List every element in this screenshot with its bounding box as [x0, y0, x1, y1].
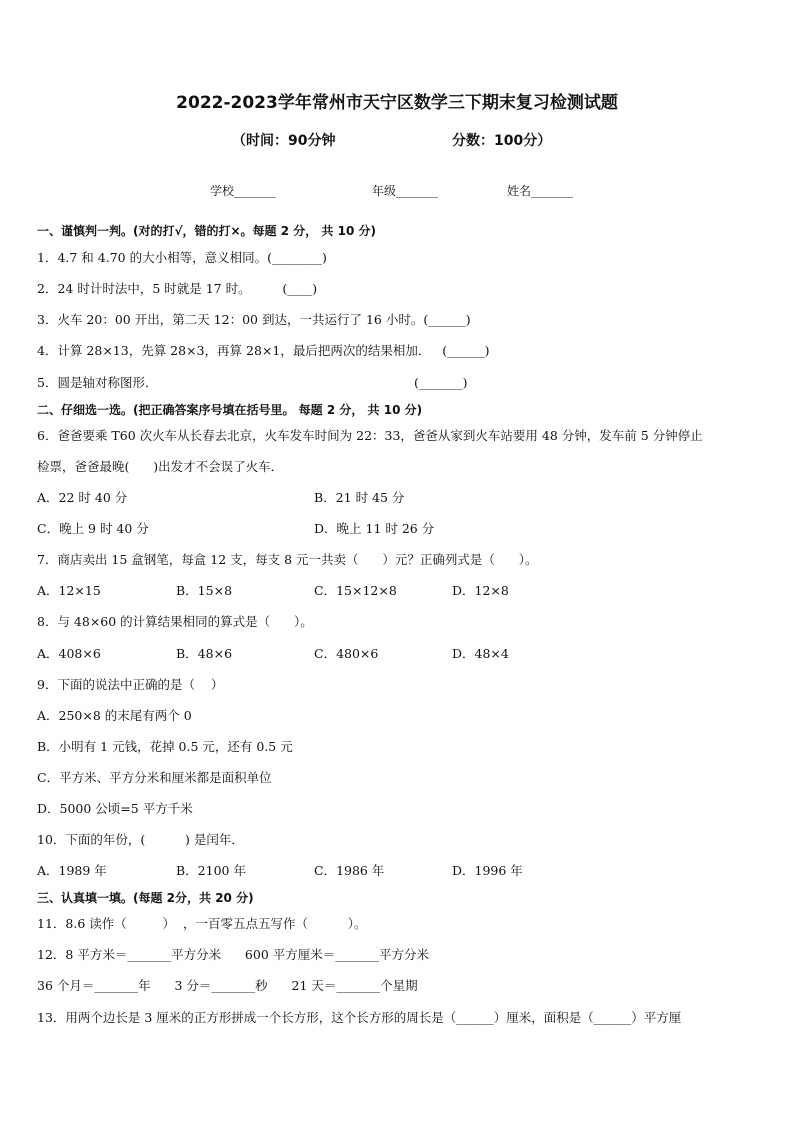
- question-8-option-b: B．48×6: [176, 646, 233, 661]
- question-8-option-d: D．48×4: [452, 646, 509, 661]
- question-7-option-c: C．15×12×8: [314, 583, 397, 598]
- question-6-option-d: D．晚上 11 时 26 分: [314, 521, 435, 536]
- question-7-option-b: B．15×8: [176, 583, 233, 598]
- question-6-option-b: B．21 时 45 分: [314, 490, 405, 505]
- grade-field: 年级_______: [372, 184, 439, 198]
- question-10-option-a: A．1989 年: [37, 863, 107, 878]
- question-2: 2．24 时计时法中，5 时就是 17 时。 (____): [37, 281, 318, 296]
- question-9-option-d: D．5000 公顷=5 平方千米: [37, 801, 193, 816]
- question-5-blank: (_______): [414, 375, 468, 390]
- question-11: 11．8.6 读作（ ） ，一百零五点五写作（ ）。: [37, 916, 367, 931]
- question-10-option-c: C．1986 年: [314, 863, 385, 878]
- question-3: 3．火车 20：00 开出，第二天 12：00 到达，一共运行了 16 小时。(______): [37, 312, 471, 327]
- question-12-line-2: 36 个月＝_______年 3 分＝_______秒 21 天＝_______个星期: [37, 978, 418, 993]
- time-info: （时间：90分钟: [232, 133, 336, 149]
- question-10-option-b: B．2100 年: [176, 863, 246, 878]
- question-10-option-d: D．1996 年: [452, 863, 523, 878]
- question-6-line-2: 检票，爸爸最晚( )出发才不会误了火车．: [37, 459, 284, 474]
- section-3-heading: 三、认真填一填。(每题 2分，共 20 分): [37, 891, 254, 905]
- question-7-option-a: A．12×15: [37, 583, 101, 598]
- question-4: 4．计算 28×13，先算 28×3，再算 28×1，最后把两次的结果相加． (______): [37, 343, 490, 358]
- name-field: 姓名_______: [507, 184, 574, 198]
- question-8-option-c: C．480×6: [314, 646, 379, 661]
- question-9-option-a: A．250×8 的末尾有两个 0: [37, 708, 192, 723]
- question-9-option-b: B．小明有 1 元钱，花掉 0.5 元，还有 0.5 元: [37, 739, 293, 754]
- score-info: 分数：100分）: [452, 133, 552, 149]
- school-field: 学校_______: [210, 184, 277, 198]
- question-10: 10．下面的年份，( ) 是闰年．: [37, 832, 244, 847]
- section-1-heading: 一、谨慎判一判。(对的打√，错的打×。每题 2 分， 共 10 分): [37, 224, 376, 238]
- question-6-option-c: C．晚上 9 时 40 分: [37, 521, 149, 536]
- question-1: 1．4.7 和 4.70 的大小相等，意义相同。(________): [37, 250, 327, 265]
- question-9-option-c: C．平方米、平方分米和厘米都是面积单位: [37, 770, 272, 785]
- question-7-option-d: D．12×8: [452, 583, 509, 598]
- section-2-heading: 二、仔细选一选。(把正确答案序号填在括号里。 每题 2 分， 共 10 分): [37, 403, 423, 417]
- page-title: 2022-2023学年常州市天宁区数学三下期末复习检测试题: [176, 93, 618, 113]
- question-7: 7．商店卖出 15 盒钢笔，每盒 12 支，每支 8 元一共卖（ ）元？正确列式是（ ）。: [37, 552, 538, 567]
- question-8: 8．与 48×60 的计算结果相同的算式是（ ）。: [37, 614, 313, 629]
- question-5: 5．圆是轴对称图形．: [37, 375, 158, 390]
- question-12-line-1: 12．8 平方米＝_______平方分米 600 平方厘米＝_______平方分米: [37, 947, 430, 962]
- question-13: 13．用两个边长是 3 厘米的正方形拼成一个长方形，这个长方形的周长是（______）厘米，面积是（______）平方厘: [37, 1010, 682, 1025]
- question-8-option-a: A．408×6: [37, 646, 101, 661]
- question-6-option-a: A．22 时 40 分: [37, 490, 128, 505]
- question-9: 9．下面的说法中正确的是（ ）: [37, 677, 224, 692]
- question-6-line-1: 6．爸爸要乘 T60 次火车从长春去北京，火车发车时间为 22：33，爸爸从家到火车站要用 48 分钟，发车前 5 分钟停止: [37, 428, 703, 443]
